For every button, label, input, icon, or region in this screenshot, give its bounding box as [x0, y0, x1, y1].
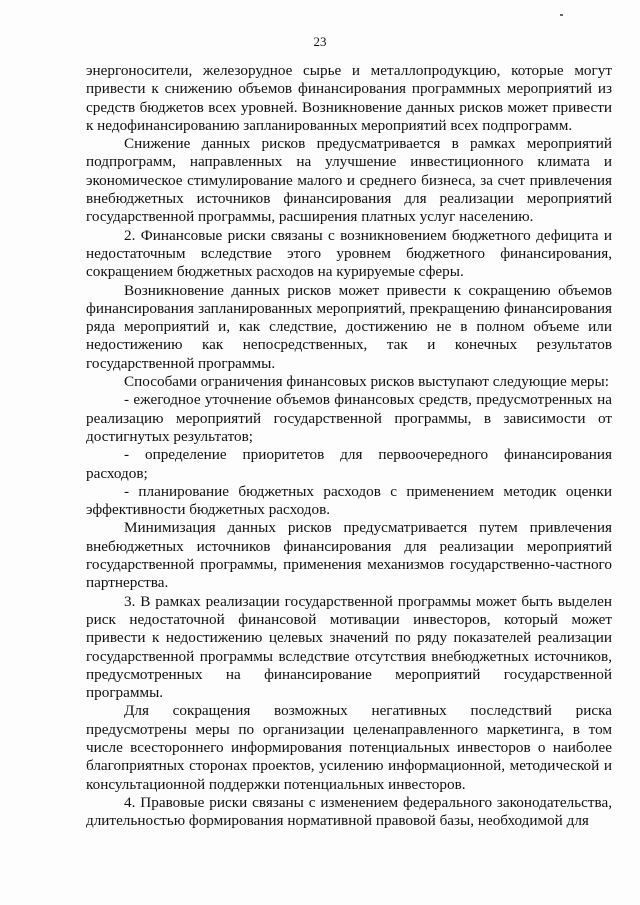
list-item: - ежегодное уточнение объемов финансовых средств, предусмотренных на реализацию мероприятий государственной программы, в зависимости от достигнутых результатов;: [86, 391, 612, 445]
list-item: - определение приоритетов для первоочередного финансирования расходов;: [86, 446, 612, 482]
body-text: [86, 62, 612, 830]
paragraph: 3. В рамках реализации государственной программы может быть выделен риск недостаточной финансовой мотивации инвесторов, который может привести к недостижению целевых значений по ряду показателей реализации государственной программы вследствие отсутствия внебюджетных источников, предусмотренных на финансирование мероприятий государственной программы.: [86, 592, 612, 702]
paragraph: Для сокращения возможных негативных последствий риска предусмотрены меры по организации целенаправленного маркетинга, в том числе всестороннего информирования потенциальных инвесторов о наиболее благоприятных сторонах проектов, усилению информационной, методической и консультационной поддержки потенциальных инвесторов.: [86, 702, 612, 793]
paragraph: 4. Правовые риски связаны с изменением федерального законодательства, длительностью формирования нормативной правовой базы, необходимой для: [86, 793, 612, 830]
paragraph: Способами ограничения финансовых рисков выступают следующие меры:: [124, 373, 609, 391]
list-item: - планирование бюджетных расходов с применением методик оценки эффективности бюджетных расходов.: [86, 482, 612, 519]
scan-mark: [560, 14, 563, 16]
paragraph: Снижение данных рисков предусматривается в рамках мероприятий подпрограмм, направленных на улучшение инвестиционного климата и экономическое стимулирование малого и среднего бизнеса, за счет привлечения внебюджетных источников финансирования для реализации мероприятий государственной программы, расширения платных услуг населению.: [86, 135, 612, 226]
paragraph: Минимизация данных рисков предусматривается путем привлечения внебюджетных источников финансирования для реализации мероприятий государственной программы, применения механизмов государственно-частного партнерства.: [86, 519, 612, 592]
paragraph: энергоносители, железорудное сырье и металлопродукцию, которые могут привести к снижению объемов финансирования программных мероприятий из средств бюджетов всех уровней. Возникновение данных рисков может привести к недофинансированию запланированных мероприятий всех подпрограмм.: [86, 62, 612, 134]
page-number: 23: [313, 34, 327, 49]
paragraph: 2. Финансовые риски связаны с возникновением бюджетного дефицита и недостаточным вследствие этого уровнем бюджетного финансирования, сокращением бюджетных расходов на курируемые сферы.: [86, 226, 612, 281]
paragraph: Возникновение данных рисков может привести к сокращению объемов финансирования запланированных мероприятий, прекращению финансирования ряда мероприятий и, как следствие, достижению не в полном объеме или недостижению как непосредственных, так и конечных результатов государственной программы.: [86, 281, 612, 372]
